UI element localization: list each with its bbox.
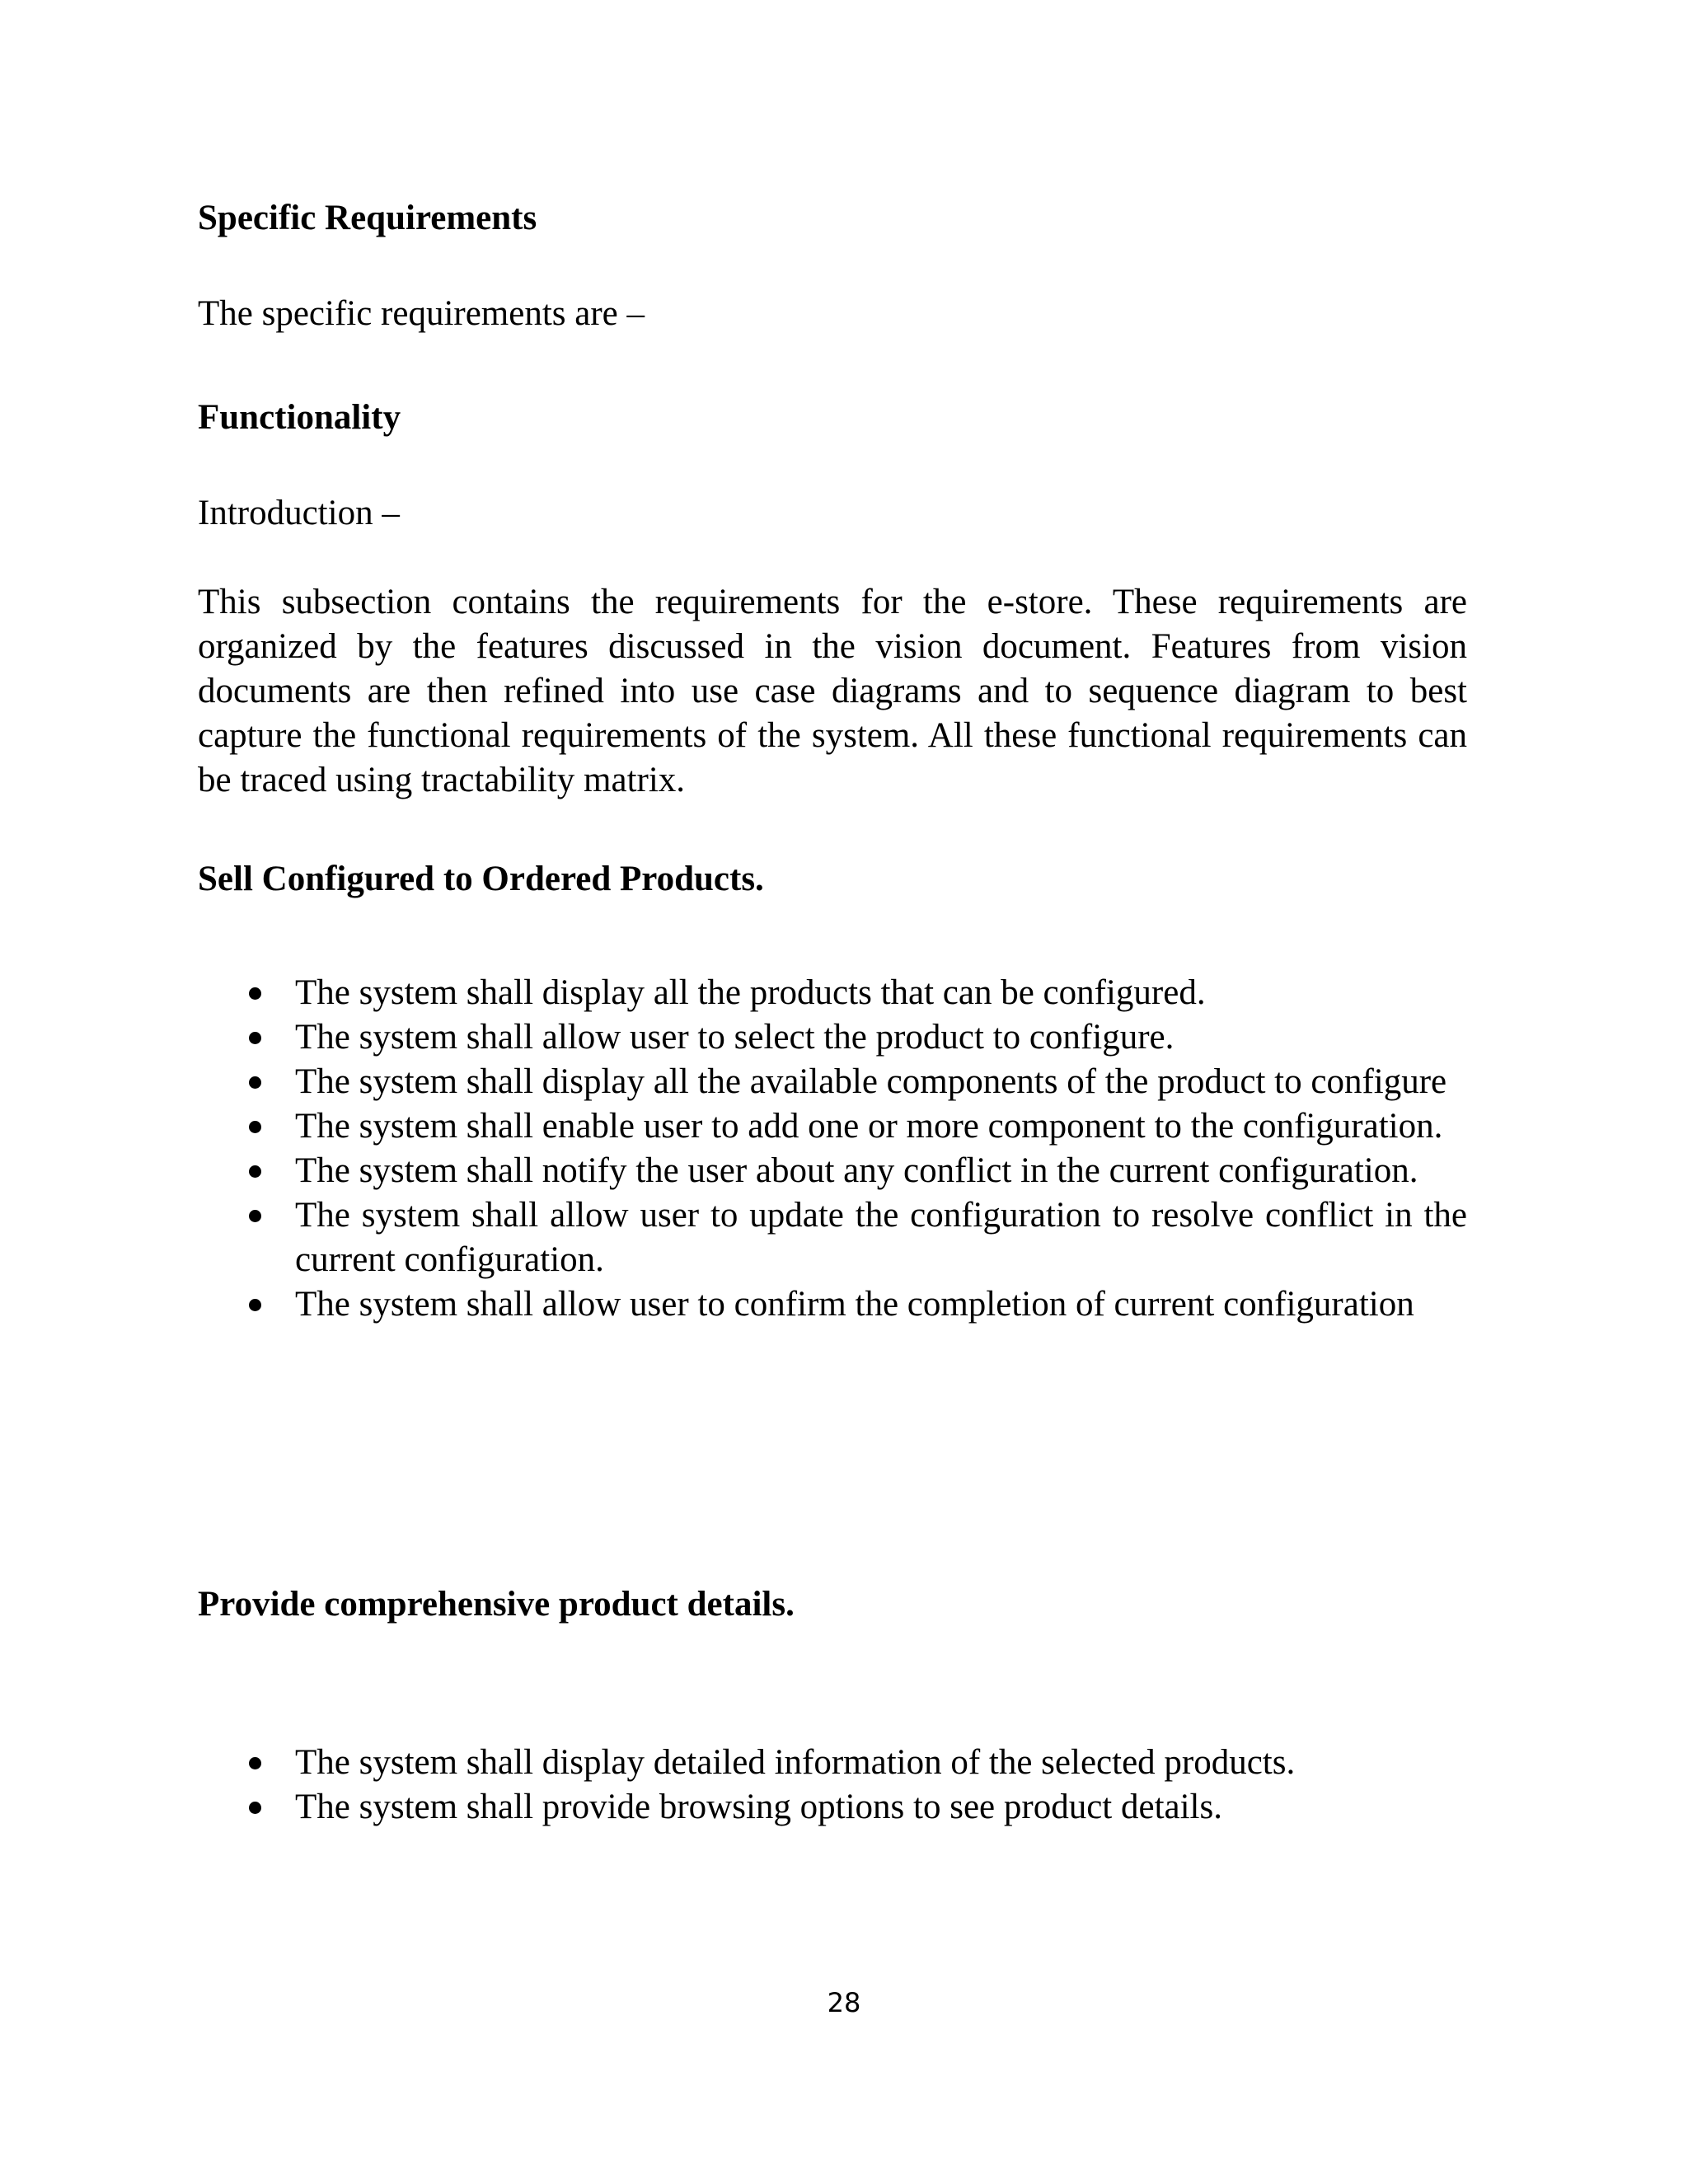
bullet-icon [249,1299,261,1311]
list-item [198,1149,1467,1193]
list-item [198,1015,1467,1060]
heading-product-details: Provide comprehensive product details. [198,1585,795,1624]
list-item [198,971,1467,1015]
list-item-text: The system shall allow user to update the configuration to resolve conflict in the current configuration. [295,1196,1467,1279]
heading-sell-configured: Sell Configured to Ordered Products. [198,860,764,898]
sell-configured-list [198,971,1467,1327]
list-item-text: The system shall allow user to select the product to configure. [295,1018,1175,1057]
bullet-icon [249,1210,261,1222]
bullet-icon [249,1757,261,1769]
list-item [198,1282,1467,1327]
list-item [198,1741,1467,1785]
specific-requirements-intro: The specific requirements are – [198,294,645,333]
list-item-text: The system shall display all the products that can be configured. [295,973,1206,1012]
list-item [198,1060,1467,1104]
introduction-paragraph: This subsection contains the requirements for the e-store. These requirements are organized by the features discussed in the vision document. Features from vision documents are then refined into use case diagrams and to sequence diagram to best capture the functional requirements of the system. All these functional requirements can be traced using tractability matrix. [198,583,1467,799]
list-item-text: The system shall display all the available components of the product to configure [295,1062,1447,1101]
list-item-text: The system shall provide browsing options to see product details. [295,1788,1222,1826]
heading-functionality: Functionality [198,398,401,437]
product-details-list [198,1741,1467,1830]
introduction-label: Introduction – [198,494,400,532]
bullet-icon [249,1802,261,1814]
bullet-icon [249,1165,261,1178]
list-item [198,1104,1467,1149]
bullet-icon [249,1121,261,1133]
heading-specific-requirements: Specific Requirements [198,199,537,237]
list-item-text: The system shall enable user to add one or more component to the configuration. [295,1107,1443,1146]
list-item [198,1193,1467,1282]
list-item-text: The system shall display detailed information of the selected products. [295,1743,1296,1782]
bullet-icon [249,1076,261,1089]
bullet-icon [249,1032,261,1044]
list-item [198,1785,1467,1830]
page-number: 28 [827,1987,861,2018]
list-item-text: The system shall allow user to confirm the completion of current configuration [295,1285,1414,1324]
bullet-icon [249,987,261,1000]
list-item-text: The system shall notify the user about any conflict in the current configuration. [295,1151,1418,1190]
